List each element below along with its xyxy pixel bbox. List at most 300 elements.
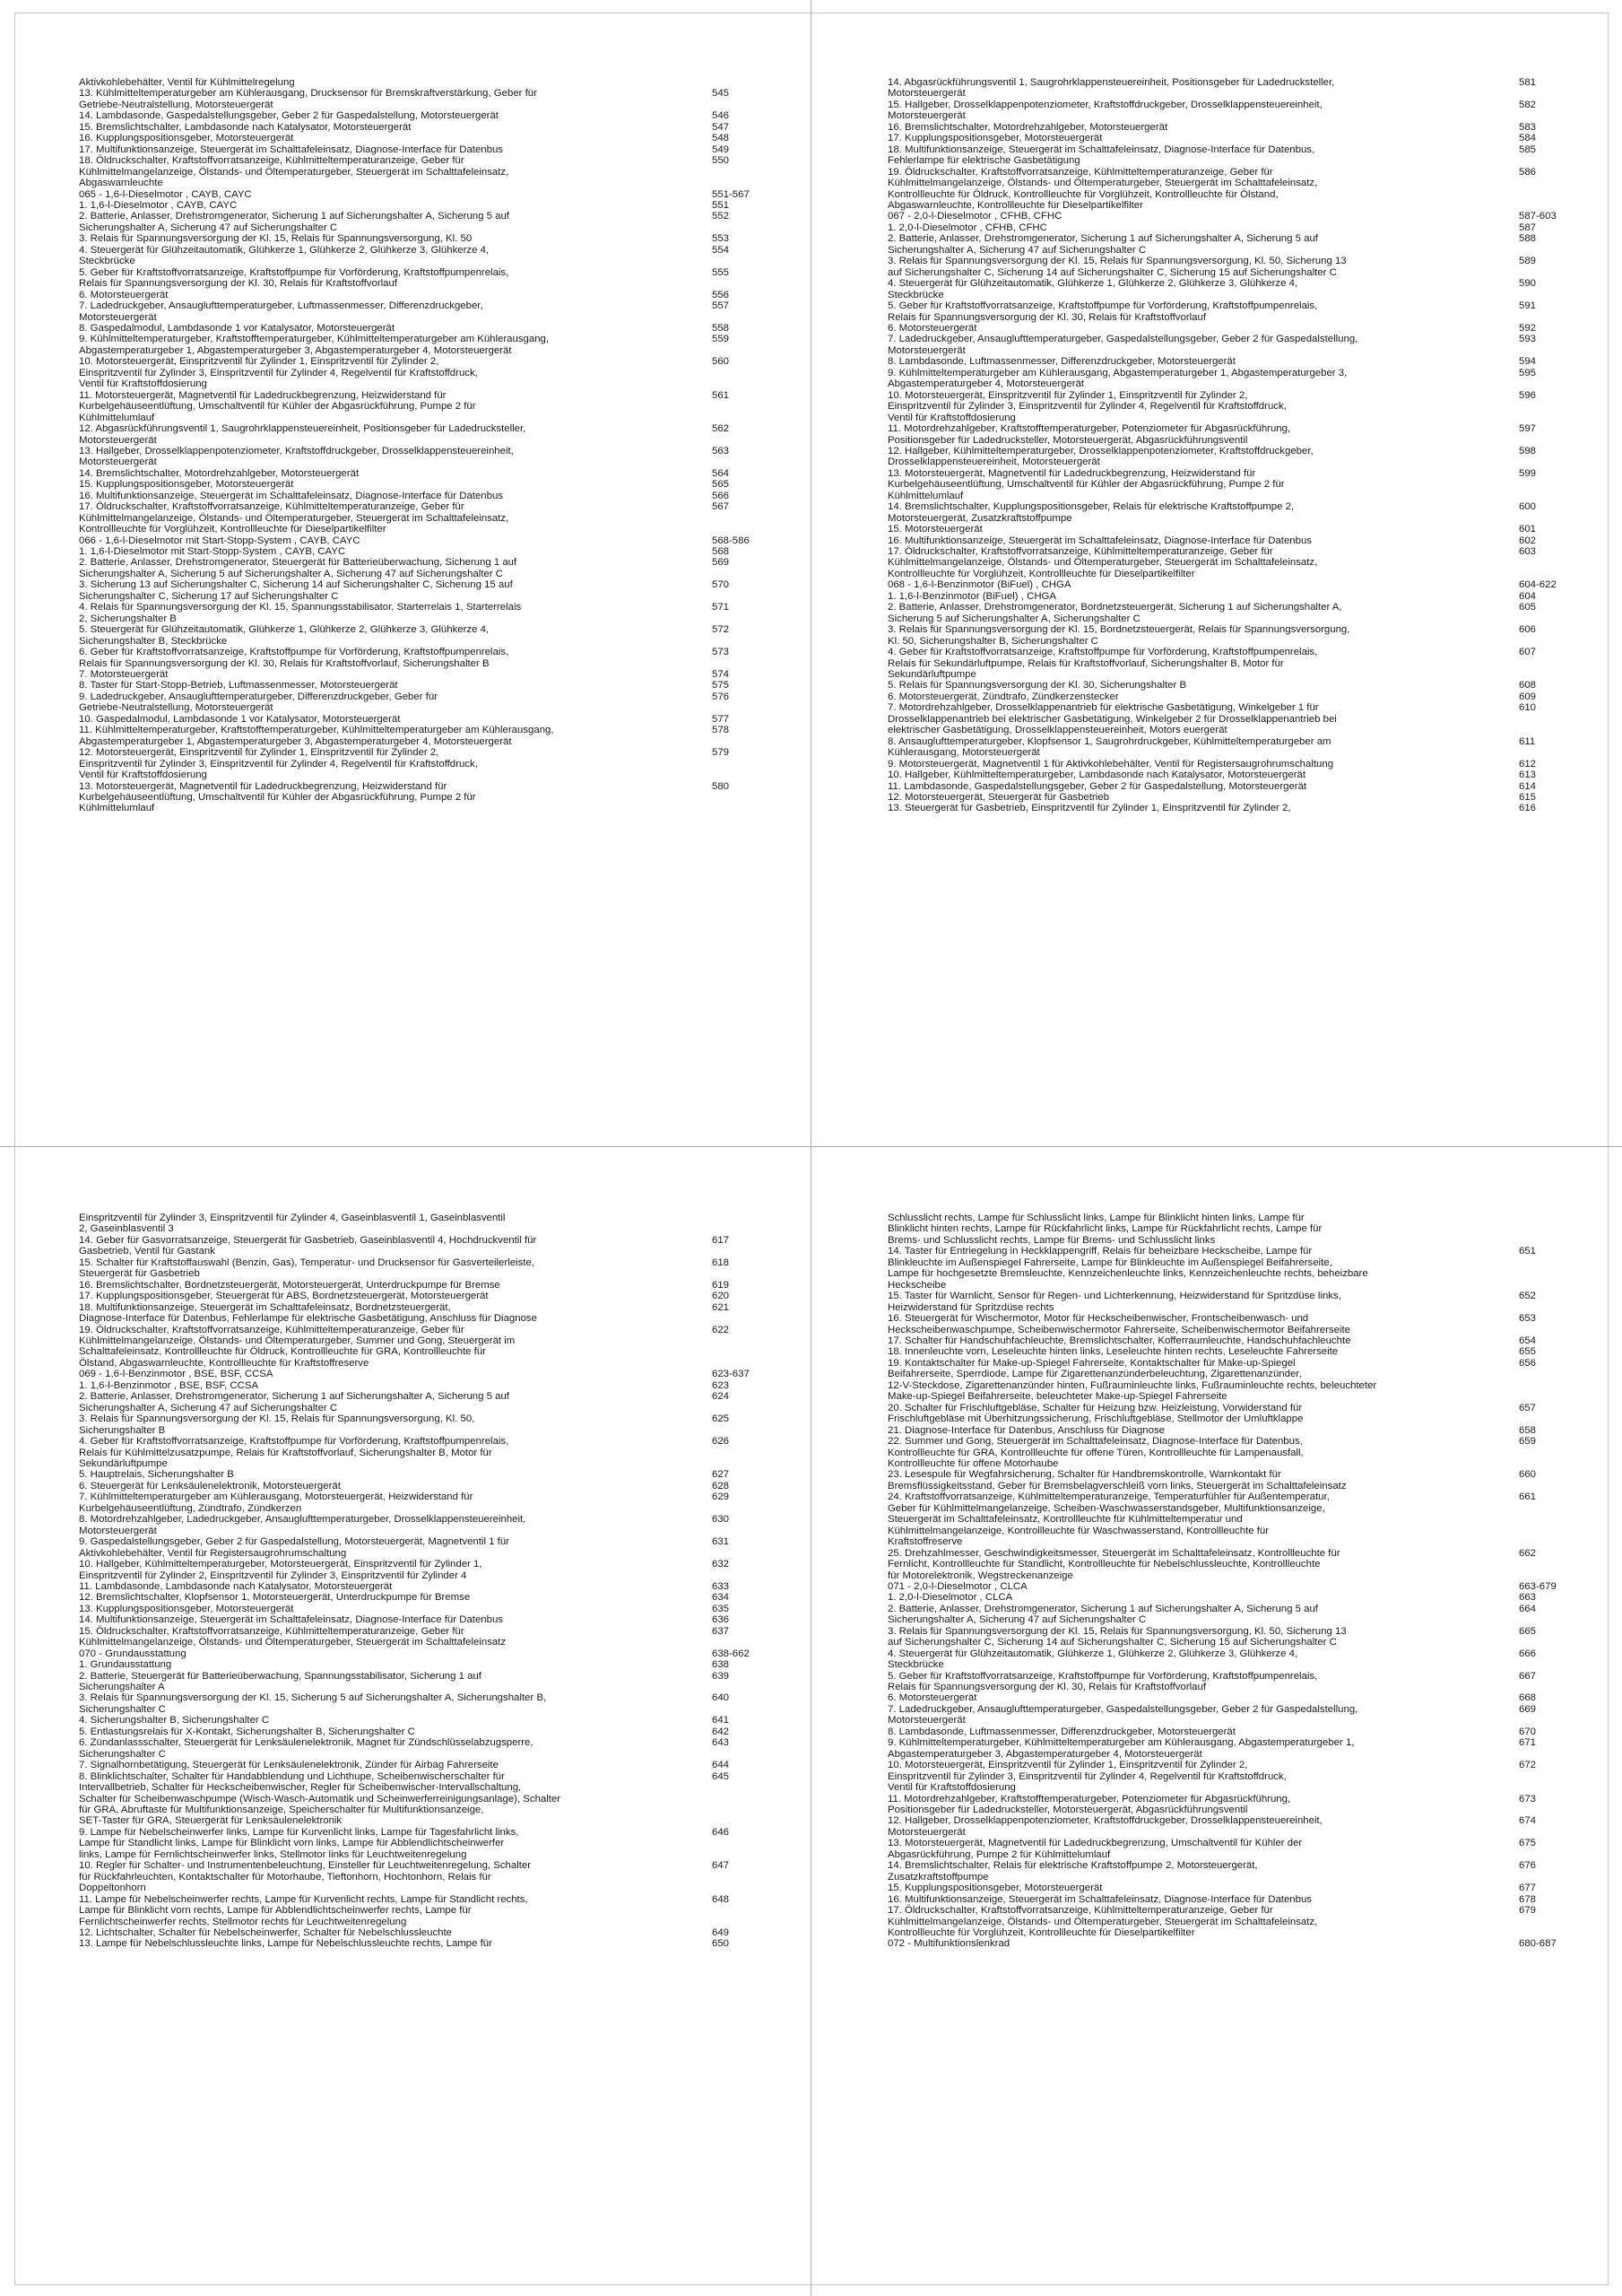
toc-entry-page: 577 (712, 713, 730, 725)
toc-entry-title: 3. Relais für Spannungsversorgung der Kl. 15, Sicherung 5 auf Sicherungshalter A, Sicherungshalter B, Sicherungshalter C (79, 1692, 547, 1715)
toc-entry (888, 781, 1578, 792)
toc-entry-page: 587 (1519, 222, 1537, 233)
toc-entry-title: 23. Lesespule für Wegfahrsicherung, Schalter für Handbremskontrolle, Warnkontakt für Bremsflüssigkeitsstand, Geber für Bremsbelagverschleiß vorn links, Steuergerät im Schalttafeleinsatz (888, 1469, 1347, 1492)
toc-entry-title: 7. Kühlmitteltemperaturgeber am Kühlerausgang, Motorsteuergerät, Heizwiderstand für Kurbelgehäuseentlüftung, Zündtrafo, Zündkerzen (79, 1492, 473, 1514)
toc-entry (79, 1659, 787, 1670)
toc-entry-title: 14. Multifunktionsanzeige, Steuergerät im Schalttafeleinsatz, Diagnose-Interface für Datenbus (79, 1614, 503, 1626)
toc-entry (888, 77, 1578, 100)
toc-entry (79, 1235, 787, 1257)
toc-entry (888, 535, 1578, 546)
toc-entry-title: Einspritzventil für Zylinder 3, Einspritzventil für Zylinder 4, Gaseinblasventil 1, Gaseinblasventil 2, Gaseinblasventil 3 (79, 1213, 506, 1235)
toc-entry-title: 13. Motorsteuergerät, Magnetventil für Ladedruckbegrenzung, Heizwiderstand für Kurbelgehäuseentlüftung, Umschaltventil für Kühler der Abgasrückführung, Pumpe 2 für Kühlmittelumlauf (79, 780, 476, 814)
toc-entry (888, 167, 1578, 212)
toc-entry (79, 290, 787, 300)
toc-entry (79, 1492, 787, 1514)
toc-entry-title: 2. Batterie, Anlasser, Drehstromgenerator, Bordnetzsteuergerät, Sicherung 1 auf Sicherungshalter A, Sicherung 5 auf Sicherungshalter A, Sicherungshalter C (888, 602, 1342, 624)
toc-entry (888, 1794, 1578, 1816)
toc-entry-page: 617 (712, 1234, 730, 1246)
toc-entry (888, 1358, 1578, 1403)
toc-entry-page: 597 (1519, 423, 1537, 435)
toc-entry-page: 603 (1519, 546, 1537, 558)
toc-entry-page: 641 (712, 1715, 730, 1726)
toc-entry (888, 1737, 1578, 1760)
toc-entry-title: 25. Drehzahlmesser, Geschwindigkeitsmesser, Steuergerät im Schalttafeleinsatz, Kontrollleuchte für Fernlicht, Kontrollleuchte für Standlicht, Kontrollleuchte für Nebelschlussleuchte, Kontrollleuchte für Motorelektronik, Wegstreckenanzeige (888, 1547, 1340, 1581)
toc-entry (888, 770, 1578, 780)
toc-entry (79, 491, 787, 501)
toc-entry-title: 6. Motorsteuergerät (888, 322, 977, 334)
toc-entry-page: 589 (1519, 256, 1537, 267)
toc-entry (888, 1671, 1578, 1693)
toc-entry-page: 576 (712, 691, 730, 702)
toc-entry-page: 625 (712, 1413, 730, 1425)
toc-entry (888, 647, 1578, 680)
toc-entry-title: 11. Motordrehzahlgeber, Kraftstofftemperaturgeber, Potenziometer für Abgasrückführung, Positionsgeber für Ladedrucksteller, Motorsteuergerät, Abgasrückführungsventil (888, 1793, 1291, 1816)
toc-entry (79, 1581, 787, 1592)
toc-entry-title: 15. Motorsteuergerät (888, 524, 983, 535)
horizontal-divider (0, 1146, 1622, 1147)
toc-entry (79, 334, 787, 356)
toc-entry (79, 1648, 787, 1659)
toc-entry-title: 071 - 2,0-l-Dieselmotor , CLCA (888, 1580, 1028, 1592)
toc-entry-title: Aktivkohlebehälter, Ventil für Kühlmittelregelung (79, 77, 295, 88)
toc-entry-page: 628 (712, 1480, 730, 1492)
toc-entry (888, 122, 1578, 133)
toc-entry-page: 644 (712, 1760, 730, 1771)
toc-entry-title: Schlusslicht rechts, Lampe für Schlusslicht links, Lampe für Blinklicht hinten links, Lampe für Blinklicht hinten rechts, Lampe für Rückfahrlicht links, Lampe für Rückfahrlicht rechts, Lampe für Brems- und Schlusslicht rechts, Lampe für Brems- und Schlusslicht links (888, 1213, 1323, 1246)
toc-entry-page: 563 (712, 445, 730, 457)
toc-entry (79, 1280, 787, 1291)
toc-entry-page: 645 (712, 1770, 730, 1782)
toc-entry-page: 675 (1519, 1838, 1537, 1849)
toc-entry (79, 680, 787, 691)
toc-entry-page: 612 (1519, 758, 1537, 770)
toc-entry-page: 657 (1519, 1402, 1537, 1413)
toc-entry-title: 072 - Multifunktionslenkrad (888, 1938, 1010, 1950)
toc-entry (79, 390, 787, 423)
toc-entry-page: 631 (712, 1536, 730, 1548)
toc-entry-page: 611 (1519, 735, 1536, 747)
toc-entry (79, 77, 787, 88)
toc-entry-page: 663 (1519, 1592, 1537, 1604)
toc-entry-page: 670 (1519, 1726, 1537, 1737)
toc-entry-page: 649 (712, 1927, 730, 1938)
toc-page-bottom-right (888, 1213, 1578, 2289)
toc-entry (888, 1905, 1578, 1938)
toc-entry-page: 658 (1519, 1424, 1537, 1436)
toc-entry-page: 593 (1519, 334, 1537, 345)
toc-entry-title: 18. Öldruckschalter, Kraftstoffvorratsanzeige, Kühlmitteltemperaturanzeige, Geber für Kühlmittelmangelanzeige, Ölstands- und Öltemperaturgeber, Steuergerät im Schalttafeleinsatz, Abgaswarnleuchte (79, 155, 509, 189)
toc-entry (888, 546, 1578, 579)
toc-entry-page: 568-586 (712, 535, 750, 546)
toc-entry-title: 065 - 1,6-l-Dieselmotor , CAYB, CAYC (79, 188, 252, 200)
toc-entry-page: 572 (712, 624, 730, 636)
toc-entry (888, 133, 1578, 144)
toc-entry (888, 323, 1578, 334)
toc-entry-page: 598 (1519, 445, 1537, 457)
toc-entry (79, 647, 787, 669)
toc-entry-title: 4. Relais für Spannungsversorgung der Kl. 15, Spannungsstabilisator, Starterrelais 1, Starterrelais 2, Sicherungshalter B (79, 602, 522, 624)
toc-entry (888, 1246, 1578, 1291)
toc-entry-title: 4. Steuergerät für Glühzeitautomatik, Glühkerze 1, Glühkerze 2, Glühkerze 3, Glühkerze 4, Steckbrücke (888, 1648, 1298, 1671)
toc-entry-title: 1. 2,0-l-Dieselmotor , CFHB, CFHC (888, 222, 1047, 233)
toc-entry-title: 7. Ladedruckgeber, Ansauglufttemperaturgeber, Gaspedalstellungsgeber, Geber 2 für Gaspedalstellung, Motorsteuergerät (888, 1703, 1358, 1726)
toc-entry (79, 579, 787, 602)
toc-entry-title: 11. Motorsteuergerät, Magnetventil für Ladedruckbegrenzung, Heizwiderstand für Kurbelgehäuseentlüftung, Umschaltventil für Kühler der Abgasrückführung, Pumpe 2 für Kühlmittelumlauf (79, 389, 476, 423)
toc-page-top-right (888, 77, 1578, 1135)
toc-entry-page: 623-637 (712, 1369, 750, 1380)
toc-entry (79, 1927, 787, 1938)
toc-entry (888, 501, 1578, 524)
toc-entry-title: 14. Abgasrückführungsventil 1, Saugrohrklappensteuereinheit, Positionsgeber für Ladedrucksteller, Motorsteuergerät (888, 77, 1335, 100)
toc-entry-page: 630 (712, 1514, 730, 1526)
toc-entry-page: 609 (1519, 691, 1537, 702)
toc-entry-page: 575 (712, 680, 730, 691)
toc-entry (79, 468, 787, 479)
toc-entry-title: 1. 1,6-l-Benzinmotor (BiFuel) , CHGA (888, 590, 1057, 602)
toc-entry-page: 659 (1519, 1436, 1537, 1448)
toc-entry (79, 1325, 787, 1370)
toc-entry (79, 725, 787, 747)
toc-entry (888, 222, 1578, 233)
toc-entry-page: 638 (712, 1659, 730, 1671)
toc-entry-title: 8. Lambdasonde, Luftmassenmesser, Differenzdruckgeber, Motorsteuergerät (888, 356, 1236, 368)
toc-entry-page: 656 (1519, 1357, 1537, 1369)
toc-entry-page: 646 (712, 1826, 730, 1838)
toc-entry-page: 561 (712, 389, 730, 401)
toc-entry (79, 1827, 787, 1860)
toc-entry-page: 592 (1519, 322, 1537, 334)
toc-entry (79, 1213, 787, 1235)
toc-entry-title: 1. 1,6-l-Dieselmotor mit Start-Stopp-System , CAYB, CAYC (79, 546, 346, 558)
toc-entry-title: 2. Batterie, Anlasser, Drehstromgenerator, Sicherung 1 auf Sicherungshalter A, Sicherung 5 auf Sicherungshalter A, Sicherung 47 auf Sicherungshalter C (888, 233, 1318, 256)
toc-entry (888, 334, 1578, 356)
toc-entry-title: 12. Lichtschalter, Schalter für Nebelscheinwerfer, Schalter für Nebelschlussleuchte (79, 1927, 452, 1938)
toc-entry-page: 553 (712, 233, 730, 245)
toc-entry-title: 069 - 1,6-l-Benzinmotor , BSE, BSF, CCSA (79, 1369, 273, 1380)
toc-entry (888, 1425, 1578, 1436)
toc-entry (888, 144, 1578, 167)
toc-entry-page: 635 (712, 1603, 730, 1614)
toc-entry-title: 17. Öldruckschalter, Kraftstoffvorratsanzeige, Kühlmitteltemperaturanzeige, Geber für Kühlmittelmangelanzeige, Ölstands- und Öltemperaturgeber, Steuergerät im Schalttafeleinsatz, Kontrollleuchte für Vorglühzeit, Kontrollleuchte für Dieselpartikelfilter (888, 1905, 1318, 1938)
toc-entry-page: 655 (1519, 1346, 1537, 1358)
toc-entry-page: 552 (712, 211, 730, 222)
toc-entry (79, 245, 787, 267)
toc-entry-page: 616 (1519, 803, 1537, 814)
toc-page-bottom-left (79, 1213, 787, 2289)
toc-entry-title: 10. Motorsteuergerät, Einspritzventil für Zylinder 1, Einspritzventil für Zylinder 2, Einspritzventil für Zylinder 3, Einspritzventil für Zylinder 4, Regelventil für Kraftstoffdruck, Ventil für Kraftstoffdosierung (888, 389, 1287, 423)
toc-entry-title: 13. Kupplungspositionsgeber, Motorsteuergerät (79, 1603, 294, 1614)
toc-entry-page: 679 (1519, 1905, 1537, 1917)
toc-entry (79, 1626, 787, 1648)
toc-entry-title: 15. Schalter für Kraftstoffauswahl (Benzin, Gas), Temperatur- und Drucksensor für Gasverteilerleiste, Steuergerät für Gasbetrieb (79, 1257, 534, 1280)
toc-entry-title: 12. Hallgeber, Drosselklappenpotenziometer, Kraftstoffdruckgeber, Drosselklappensteuereinheit, Motorsteuergerät (888, 1815, 1323, 1838)
toc-entry (79, 110, 787, 121)
toc-entry-title: 17. Öldruckschalter, Kraftstoffvorratsanzeige, Kühlmitteltemperaturanzeige, Geber für Kühlmittelmangelanzeige, Ölstands- und Öltemperaturgeber, Steuergerät im Schalttafeleinsatz, Kontrollleuchte für Vorglühzeit, Kontrollleuchte für Dieselpartikelfilter (888, 546, 1318, 579)
toc-entry-title: 10. Regler für Schalter- und Instrumentenbeleuchtung, Einsteller für Leuchtweitenregelung, Schalter für Rückfahrleuchten, Kontaktschalter für Motorhaube, Tieftonhorn, Hochtonhorn, Relais für Doppeltonhorn (79, 1860, 532, 1894)
toc-entry (888, 1726, 1578, 1737)
toc-entry-title: 20. Schalter für Frischluftgebläse, Schalter für Heizung bzw. Heizleistung, Vorwiderstand für Frischluftgebläse mit Überhitzungssicherung, Frischluftgebläse, Stellmotor der Umluftklappe (888, 1402, 1304, 1425)
toc-entry-title: 16. Bremslichtschalter, Bordnetzsteuergerät, Motorsteuergerät, Unterdruckpumpe für Bremse (79, 1279, 500, 1291)
toc-entry-page: 614 (1519, 780, 1537, 792)
toc-entry-title: 17. Multifunktionsanzeige, Steuergerät im Schalttafeleinsatz, Diagnose-Interface für Datenbus (79, 144, 503, 155)
toc-entry-title: 17. Kupplungspositionsgeber, Motorsteuergerät (888, 133, 1103, 144)
toc-entry-title: 1. 1,6-l-Benzinmotor , BSE, BSF, CCSA (79, 1379, 259, 1391)
toc-entry-page: 642 (712, 1726, 730, 1737)
toc-entry-title: 16. Kupplungspositionsgeber, Motorsteuergerät (79, 133, 294, 144)
toc-entry (79, 1894, 787, 1927)
toc-entry (888, 423, 1578, 446)
toc-entry-title: 1. 1,6-l-Dieselmotor , CAYB, CAYC (79, 199, 238, 211)
toc-entry-title: 5. Steuergerät für Glühzeitautomatik, Glühkerze 1, Glühkerze 2, Glühkerze 3, Glühkerze 4, Sicherungshalter B, Steckbrücke (79, 624, 490, 647)
toc-entry (79, 189, 787, 200)
toc-entry-title: 16. Bremslichtschalter, Motordrehzahlgeber, Motorsteuergerät (888, 121, 1168, 133)
toc-entry-page: 623 (712, 1379, 730, 1391)
toc-entry-page: 615 (1519, 792, 1537, 803)
toc-entry (888, 256, 1578, 278)
toc-entry (888, 1213, 1578, 1246)
toc-entry (79, 1291, 787, 1301)
toc-entry-page: 634 (712, 1592, 730, 1604)
toc-entry-title: 15. Kupplungspositionsgeber, Motorsteuergerät (79, 479, 294, 491)
toc-entry (888, 278, 1578, 300)
toc-entry-title: 7. Motordrehzahlgeber, Drosselklappenantrieb für elektrische Gasbetätigung, Winkelgeber 1 für Drosselklappenantrieb bei elektrischer Gasbetätigung, Winkelgeber 2 für Drosselklappenantrieb bei elektrischer Gasbetätigung, Drosselklappensteuereinheit, Motors euergerät (888, 702, 1337, 736)
toc-entry-title: 1. 2,0-l-Dieselmotor , CLCA (888, 1592, 1013, 1604)
toc-entry (79, 546, 787, 557)
toc-entry-title: 19. Kontaktschalter für Make-up-Spiegel Fahrerseite, Kontaktschalter für Make-up-Spiegel Beifahrerseite, Sperrdiode, Lampe für Zigarettenanzünderbeleuchtung, Zigarettenanzünder, 12-V-Steckdose, Zigarettenanzünder hinten, Fußrauminleuchte links, Fußrauminleuchte rechts, beleuchteter Make-up-Spiegel Beifahrerseite, beleuchteter Make-up-Spiegel Fahrerseite (888, 1357, 1377, 1403)
toc-entry (888, 1760, 1578, 1793)
toc-entry-page: 580 (712, 780, 730, 792)
toc-entry-title: 4. Geber für Kraftstoffvorratsanzeige, Kraftstoffpumpe für Vorförderung, Kraftstoffpumpenrelais, Relais für Kühlmittelzusatzpumpe, Relais für Kraftstoffvorlauf, Sicherungshalter B, Motor für Sekundärluftpumpe (79, 1436, 509, 1469)
toc-entry-title: 11. Kühlmitteltemperaturgeber, Kraftstofftemperaturgeber, Kühlmitteltemperaturgeber am Kühlerausgang, Abgastemperaturgeber 1, Abgastemperaturgeber 3, Abgastemperaturgeber 4, Motorsteuergerät (79, 725, 554, 747)
toc-entry-title: 15. Hallgeber, Drosselklappenpotenziometer, Kraftstoffdruckgeber, Drosselklappensteuereinheit, Motorsteuergerät (888, 99, 1323, 122)
toc-entry-title: 11. Lambdasonde, Lambdasonde nach Katalysator, Motorsteuergerät (79, 1580, 393, 1592)
toc-entry-title: 5. Entlastungsrelais für X-Kontakt, Sicherungshalter B, Sicherungshalter C (79, 1726, 415, 1737)
toc-entry-title: 24. Kraftstoffvorratsanzeige, Kühlmitteltemperaturanzeige, Temperaturfühler für Außentemperatur, Geber für Kühlmittelmangelanzeige, Scheiben-Waschwasserstandsgeber, Multifunktionsanzeige, Steuergerät im Schalttafeleinsatz, Kontrollleuchte für Kühlmitteltemperatur und Kühlmittelmangelanzeige, Kontrollleuchte für Waschwasserstand, Kontrollleuchte für Kraftstoffreserve (888, 1492, 1330, 1548)
toc-entry-page: 660 (1519, 1469, 1537, 1481)
toc-entry-page: 604-622 (1519, 579, 1557, 591)
toc-entry-title: 12. Hallgeber, Kühlmitteltemperaturgeber, Drosselklappenpotenziometer, Kraftstoffdruckgeber, Drosselklappensteuereinheit, Motorsteuergerät (888, 445, 1314, 468)
toc-entry-page: 663-679 (1519, 1580, 1557, 1592)
toc-entry (79, 1536, 787, 1559)
toc-entry (888, 390, 1578, 423)
toc-entry (888, 211, 1578, 222)
toc-entry-page: 667 (1519, 1670, 1537, 1682)
toc-entry-page: 619 (712, 1279, 730, 1291)
toc-entry-title: 17. Schalter für Handschuhfachleuchte, Bremslichtschalter, Kofferraumleuchte, Handschuhfachleuchte (888, 1335, 1351, 1346)
toc-entry-title: 8. Motordrehzahlgeber, Ladedruckgeber, Ansauglufttemperaturgeber, Drosselklappensteuereinheit, Motorsteuergerät (79, 1514, 526, 1536)
toc-entry-title: 14. Taster für Entriegelung in Heckklappengriff, Relais für beheizbare Heckscheibe, Lampe für Blinkleuchte im Außenspiegel Fahrerseite, Lampe für Blinkleuchte im Außenspiegel Beifahrerseite, Lampe für hochgesetzte Bremsleuchte, Kennzeichenleuchte links, Kennzeichenleuchte rechts, beheizbare Heckscheibe (888, 1246, 1368, 1291)
toc-entry (888, 1883, 1578, 1893)
toc-entry-title: 18. Innenleuchte vorn, Leseleuchte hinten links, Leseleuchte hinten rechts, Leseleuchte Fahrerseite (888, 1346, 1339, 1358)
toc-entry-title: 5. Hauptrelais, Sicherungshalter B (79, 1469, 234, 1481)
toc-entry-title: 10. Hallgeber, Kühlmitteltemperaturgeber, Motorsteuergerät, Einspritzventil für Zylinder 1, Einspritzventil für Zylinder 2, Einspritzventil für Zylinder 3, Einspritzventil für Zylinder 4 (79, 1559, 482, 1581)
toc-entry-title: 19. Öldruckschalter, Kraftstoffvorratsanzeige, Kühlmitteltemperaturanzeige, Geber für Kühlmittelmangelanzeige, Ölstands- und Öltemperaturgeber, Steuergerät im Schalttafeleinsatz, Kontrollleuchte für Öldruck, Kontrollleuchte für Vorglühzeit, Kontrollleuchte für Ölstand, Abgaswarnleuchte, Kontrollleuchte für Dieselpartikelfilter (888, 166, 1318, 211)
toc-entry (79, 714, 787, 725)
toc-entry-title: 5. Geber für Kraftstoffvorratsanzeige, Kraftstoffpumpe für Vorförderung, Kraftstoffpumpenrelais, Relais für Spannungsversorgung der Kl. 30, Relais für Kraftstoffvorlauf (79, 266, 509, 290)
toc-entry-page: 605 (1519, 602, 1537, 613)
toc-entry-title: 9. Kühlmitteltemperaturgeber, Kraftstofftemperaturgeber, Kühlmitteltemperaturgeber am Kühlerausgang, Abgastemperaturgeber 1, Abgastemperaturgeber 3, Abgastemperaturgeber 4, Motorsteuergerät (79, 334, 550, 356)
toc-entry (888, 1860, 1578, 1883)
toc-entry-title: 18. Multifunktionsanzeige, Steuergerät im Schalttafeleinsatz, Bordnetzsteuergerät, Diagnose-Interface für Datenbus, Fehlerlampe für elektrische Gasbetätigung, Anschluss für Diagnose (79, 1301, 537, 1325)
toc-entry-title: 6. Motorsteuergerät, Zündtrafo, Zündkerzenstecker (888, 691, 1119, 702)
toc-entry-page: 678 (1519, 1893, 1537, 1905)
toc-entry (79, 669, 787, 680)
toc-entry (888, 233, 1578, 256)
toc-entry-title: 13. Hallgeber, Drosselklappenpotenziometer, Kraftstoffdruckgeber, Drosselklappensteuereinheit, Motorsteuergerät (79, 445, 514, 468)
toc-entry-page: 610 (1519, 702, 1537, 714)
toc-entry-title: 11. Motordrehzahlgeber, Kraftstofftemperaturgeber, Potenziometer für Abgasrückführung, Positionsgeber für Ladedrucksteller, Motorsteuergerät, Abgasrückführungsventil (888, 423, 1291, 446)
toc-entry-title: 14. Geber für Gasvorratsanzeige, Steuergerät für Gasbetrieb, Gaseinblasventil 4, Hochdruckventil für Gasbetrieb, Ventil für Gastank (79, 1234, 537, 1257)
toc-entry-page: 600 (1519, 501, 1537, 513)
toc-entry (888, 100, 1578, 122)
toc-entry-title: 17. Kupplungspositionsgeber, Steuergerät für ABS, Bordnetzsteuergerät, Motorsteuergerät (79, 1291, 489, 1302)
toc-entry-title: 8. Gaspedalmodul, Lambdasonde 1 vor Katalysator, Motorsteuergerät (79, 322, 395, 334)
toc-entry-page: 613 (1519, 770, 1537, 781)
toc-entry-page: 643 (712, 1737, 730, 1749)
toc-entry-title: 1. Grundausstattung (79, 1659, 172, 1671)
toc-entry-page: 564 (712, 467, 730, 479)
toc-entry (888, 1581, 1578, 1592)
toc-entry (79, 1469, 787, 1480)
toc-entry-title: 9. Ladedruckgeber, Ansauglufttemperaturgeber, Differenzdruckgeber, Geber für Getriebe-Neutralstellung, Motorsteuergerät (79, 691, 438, 714)
toc-entry (79, 557, 787, 579)
toc-entry-page: 549 (712, 144, 730, 155)
toc-entry (79, 501, 787, 535)
toc-entry-title: 7. Signalhornbetätigung, Steuergerät für Lenksäulenelektronik, Zünder für Airbag Fahrerseite (79, 1760, 499, 1771)
toc-entry (79, 1860, 787, 1893)
toc-entry-title: 13. Motorsteuergerät, Magnetventil für Ladedruckbegrenzung, Umschaltventil für Kühler der Abgasrückführung, Pumpe 2 für Kühlmittelumlauf (888, 1838, 1303, 1860)
toc-entry-page: 653 (1519, 1313, 1537, 1325)
toc-entry-title: 8. Ansauglufttemperaturgeber, Klopfsensor 1, Saugrohrdruckgeber, Kühlmitteltemperaturgeber am Kühlerausgang, Motorsteuergerät (888, 735, 1331, 759)
toc-entry-page: 596 (1519, 389, 1537, 401)
toc-entry-page: 583 (1519, 121, 1537, 133)
toc-entry-page: 584 (1519, 133, 1537, 144)
toc-entry-title: 12. Bremslichtschalter, Klopfsensor 1, Motorsteuergerät, Unterdruckpumpe für Bremse (79, 1592, 471, 1604)
toc-entry-page: 556 (712, 289, 730, 300)
toc-entry-title: 11. Lambdasonde, Gaspedalstellungsgeber, Geber 2 für Gaspedalstellung, Motorsteuergerät (888, 780, 1307, 792)
toc-entry-title: 4. Sicherungshalter B, Sicherungshalter C (79, 1715, 270, 1726)
toc-entry-page: 676 (1519, 1860, 1537, 1872)
toc-entry-page: 680-687 (1519, 1938, 1557, 1950)
toc-entry (888, 691, 1578, 702)
toc-entry-page: 551-567 (712, 188, 750, 200)
toc-entry-title: 066 - 1,6-l-Dieselmotor mit Start-Stopp-System , CAYB, CAYC (79, 535, 360, 546)
toc-entry-title: 3. Relais für Spannungsversorgung der Kl. 15, Relais für Spannungsversorgung, Kl. 50, Sicherungshalter B (79, 1413, 475, 1436)
toc-entry-page: 588 (1519, 233, 1537, 245)
toc-entry-page: 558 (712, 322, 730, 334)
toc-entry (79, 144, 787, 155)
toc-entry-title: 067 - 2,0-l-Dieselmotor , CFHB, CFHC (888, 211, 1063, 222)
toc-entry-title: 2. Batterie, Steuergerät für Batterieüberwachung, Spannungsstabilisator, Sicherung 1 auf Sicherungshalter A (79, 1670, 481, 1693)
toc-entry (79, 1436, 787, 1469)
toc-entry (79, 356, 787, 389)
toc-entry-page: 608 (1519, 680, 1537, 691)
toc-entry-title: 3. Sicherung 13 auf Sicherungshalter C, Sicherung 14 auf Sicherungshalter C, Sicherung 15 auf Sicherungshalter C, Sicherung 17 auf Sicherungshalter C (79, 579, 513, 602)
toc-entry-title: 3. Relais für Spannungsversorgung der Kl. 15, Relais für Spannungsversorgung, Kl. 50, Sicherung 13 auf Sicherungshalter C, Sicherung 14 auf Sicherungshalter C, Sicherung 15 auf Sicherungshalter C (888, 1625, 1347, 1648)
toc-entry-page: 557 (712, 300, 730, 312)
toc-entry-title: 9. Kühlmitteltemperaturgeber am Kühlerausgang, Abgastemperaturgeber 1, Abgastemperaturgeber 3, Abgastemperaturgeber 4, Motorsteuergerät (888, 367, 1348, 390)
toc-entry-page: 648 (712, 1893, 730, 1905)
toc-entry-title: 5. Geber für Kraftstoffvorratsanzeige, Kraftstoffpumpe für Vorförderung, Kraftstoffpumpenrelais, Relais für Spannungsversorgung der Kl. 30, Relais für Kraftstoffvorlauf (888, 1670, 1318, 1693)
toc-entry-page: 638-662 (712, 1648, 750, 1659)
toc-entry-title: 8. Lambdasonde, Luftmassenmesser, Differenzdruckgeber, Motorsteuergerät (888, 1726, 1236, 1737)
toc-entry (79, 1726, 787, 1737)
toc-entry-title: 5. Relais für Spannungsversorgung der Kl. 30, Sicherungshalter B (888, 680, 1187, 691)
toc-entry (888, 1938, 1578, 1949)
toc-entry-title: 6. Steuergerät für Lenksäulenelektronik, Motorsteuergerät (79, 1480, 341, 1492)
toc-entry (888, 300, 1578, 323)
toc-entry (79, 781, 787, 814)
toc-entry-title: 10. Hallgeber, Kühlmitteltemperaturgeber, Lambdasonde nach Katalysator, Motorsteuergerät (888, 770, 1306, 781)
toc-entry-page: 579 (712, 747, 730, 759)
toc-entry (888, 624, 1578, 647)
toc-entry-title: 15. Taster für Warnlicht, Sensor für Regen- und Lichterkennung, Heizwiderstand für Spritzdüse links, Heizwiderstand für Spritzdüse rechts (888, 1291, 1341, 1313)
toc-entry-title: 9. Kühlmitteltemperaturgeber, Kühlmitteltemperaturgeber am Kühlerausgang, Abgastemperaturgeber 1, Abgastemperaturgeber 3, Abgastemperaturgeber 4, Motorsteuergerät (888, 1737, 1355, 1760)
toc-entry (888, 1704, 1578, 1726)
toc-entry (79, 1257, 787, 1280)
toc-entry-title: 7. Ladedruckgeber, Ansauglufttemperaturgeber, Gaspedalstellungsgeber, Geber 2 für Gaspedalstellung, Motorsteuergerät (888, 334, 1358, 356)
toc-entry (888, 579, 1578, 590)
toc-entry-page: 602 (1519, 535, 1537, 546)
toc-entry (888, 680, 1578, 691)
toc-entry-title: 6. Geber für Kraftstoffvorratsanzeige, Kraftstoffpumpe für Vorförderung, Kraftstoffpumpenrelais, Relais für Spannungsversorgung der Kl. 30, Relais für Kraftstoffvorlauf, Sicherungshalter B (79, 647, 509, 669)
toc-entry-title: 4. Geber für Kraftstoffvorratsanzeige, Kraftstoffpumpe für Vorförderung, Kraftstoffpumpenrelais, Relais für Sekundärluftpumpe, Relais für Kraftstoffvorlauf, Sicherungshalter B, Motor für Sekundärluftpumpe (888, 647, 1318, 681)
toc-entry-page: 585 (1519, 144, 1537, 155)
toc-entry (79, 1559, 787, 1581)
toc-entry-title: 13. Lampe für Nebelschlussleuchte links, Lampe für Nebelschlussleuchte rechts, Lampe für (79, 1938, 492, 1950)
toc-entry-page: 591 (1519, 300, 1537, 312)
toc-entry-page: 651 (1519, 1246, 1537, 1257)
toc-entry-page: 559 (712, 334, 730, 345)
toc-entry (79, 446, 787, 468)
toc-entry (79, 133, 787, 144)
toc-entry-title: 16. Steuergerät für Wischermotor, Motor für Heckscheibenwischer, Frontscheibenwasch- und Heckscheibenwaschpumpe, Scheibenwischermotor Fahrerseite, Scheibenwischermotor Beifahrerseite (888, 1313, 1350, 1335)
toc-entry (79, 200, 787, 211)
toc-entry-title: 7. Motorsteuergerät (79, 669, 169, 681)
toc-entry-page: 568 (712, 546, 730, 558)
toc-entry-title: 6. Zündanlassschalter, Steuergerät für Lenksäulenelektronik, Magnet für Zündschlüsselabzugsperre, Sicherungshalter C (79, 1737, 533, 1760)
toc-entry (888, 702, 1578, 735)
toc-entry-page: 555 (712, 266, 730, 278)
toc-entry-page: 582 (1519, 99, 1537, 110)
toc-entry (79, 1481, 787, 1492)
toc-entry (888, 1838, 1578, 1860)
toc-entry-page: 652 (1519, 1291, 1537, 1302)
toc-entry-title: 3. Relais für Spannungsversorgung der Kl. 15, Relais für Spannungsversorgung, Kl. 50 (79, 233, 473, 245)
toc-entry (888, 1492, 1578, 1547)
toc-entry (888, 368, 1578, 390)
toc-entry-page: 674 (1519, 1815, 1537, 1827)
toc-entry-page: 546 (712, 110, 730, 122)
toc-entry-page: 626 (712, 1436, 730, 1448)
toc-entry (888, 1648, 1578, 1671)
toc-entry (79, 1771, 787, 1827)
toc-entry (79, 1715, 787, 1726)
toc-entry (79, 300, 787, 323)
toc-entry-title: 4. Steuergerät für Glühzeitautomatik, Glühkerze 1, Glühkerze 2, Glühkerze 3, Glühkerze 4, Steckbrücke (79, 244, 490, 267)
toc-entry-page: 621 (712, 1301, 730, 1313)
toc-entry (888, 1403, 1578, 1425)
toc-entry (888, 1436, 1578, 1469)
toc-entry-title: 9. Lampe für Nebelscheinwerfer links, Lampe für Kurvenlicht links, Lampe für Tagesfahrlicht links, Lampe für Standlicht links, Lampe für Blinklicht vorn links, Lampe für Abblendlichtscheinwerfer links, Lampe für Fernlichtscheinwerfer links, Stellmotor links für Leuchtweitenregelung (79, 1826, 519, 1860)
toc-entry (79, 122, 787, 133)
toc-entry-title: 14. Lambdasonde, Gaspedalstellungsgeber, Geber 2 für Gaspedalstellung, Motorsteuergerät (79, 110, 499, 122)
toc-entry-title: 2. Batterie, Anlasser, Drehstromgenerator, Sicherung 1 auf Sicherungshalter A, Sicherung 5 auf Sicherungshalter A, Sicherung 47 auf Sicherungshalter C (79, 211, 509, 233)
toc-entry-page: 578 (712, 725, 730, 736)
toc-entry (79, 602, 787, 624)
toc-entry-page: 567 (712, 501, 730, 513)
toc-entry (888, 1291, 1578, 1313)
